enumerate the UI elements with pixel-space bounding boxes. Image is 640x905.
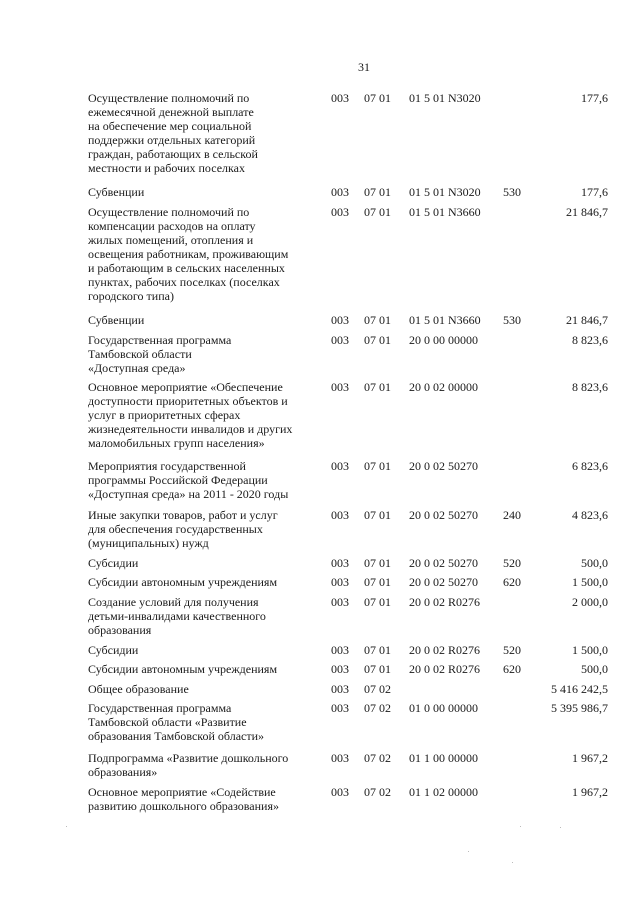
page-number: 31 — [358, 60, 370, 74]
row-admin-code: 003 — [331, 682, 349, 696]
row-section-code: 07 01 — [364, 459, 391, 473]
row-description: Государственная программа Тамбовской области «Развитие образования Тамбовской области» — [88, 701, 265, 743]
row-target-code: 20 0 02 R0276 — [409, 662, 481, 676]
row-expense-type: 620 — [503, 575, 521, 589]
row-description: Основное мероприятие «Обеспечение доступности приоритетных объектов и услуг в приоритетных сферах жизнедеятельности инвалидов и других маломобильных групп населения» — [88, 380, 293, 450]
row-description: Субвенции — [88, 313, 145, 327]
row-amount: 5 395 986,7 — [551, 701, 608, 715]
row-section-code: 07 02 — [364, 785, 391, 799]
row-admin-code: 003 — [331, 556, 349, 570]
row-admin-code: 003 — [331, 333, 349, 347]
row-admin-code: 003 — [331, 643, 349, 657]
row-description: Субсидии автономным учреждениям — [88, 575, 278, 589]
row-description: Основное мероприятие «Содействие развитию дошкольного образования» — [88, 785, 279, 813]
row-expense-type: 530 — [503, 313, 521, 327]
row-section-code: 07 01 — [364, 91, 391, 105]
row-description: Субсидии автономным учреждениям — [88, 662, 278, 676]
row-admin-code: 003 — [331, 205, 349, 219]
row-target-code: 01 1 00 00000 — [409, 751, 478, 765]
row-amount: 21 846,7 — [566, 313, 608, 327]
row-amount: 1 500,0 — [572, 575, 608, 589]
row-expense-type: 520 — [503, 556, 521, 570]
row-target-code: 01 5 01 N3020 — [409, 185, 481, 199]
row-amount: 6 823,6 — [572, 459, 608, 473]
row-section-code: 07 01 — [364, 313, 391, 327]
row-admin-code: 003 — [331, 701, 349, 715]
row-target-code: 20 0 02 50270 — [409, 459, 478, 473]
row-target-code: 20 0 00 00000 — [409, 333, 478, 347]
scan-speck — [512, 862, 513, 863]
row-section-code: 07 01 — [364, 205, 391, 219]
row-section-code: 07 02 — [364, 701, 391, 715]
scan-speck — [560, 827, 561, 828]
row-amount: 1 967,2 — [572, 785, 608, 799]
row-amount: 4 823,6 — [572, 508, 608, 522]
row-admin-code: 003 — [331, 751, 349, 765]
row-admin-code: 003 — [331, 595, 349, 609]
row-description: Мероприятия государственной программы Российской Федерации «Доступная среда» на 2011 - 2020 годы — [88, 459, 289, 501]
row-amount: 1 500,0 — [572, 643, 608, 657]
row-amount: 500,0 — [581, 556, 608, 570]
row-amount: 177,6 — [581, 185, 608, 199]
row-admin-code: 003 — [331, 185, 349, 199]
row-section-code: 07 01 — [364, 556, 391, 570]
scan-speck — [66, 826, 67, 827]
row-description: Общее образование — [88, 682, 189, 696]
row-section-code: 07 02 — [364, 682, 391, 696]
row-amount: 8 823,6 — [572, 380, 608, 394]
row-target-code: 01 1 02 00000 — [409, 785, 478, 799]
row-expense-type: 620 — [503, 662, 521, 676]
scan-speck — [520, 826, 521, 827]
row-admin-code: 003 — [331, 313, 349, 327]
row-admin-code: 003 — [331, 91, 349, 105]
row-expense-type: 240 — [503, 508, 521, 522]
row-admin-code: 003 — [331, 662, 349, 676]
row-section-code: 07 02 — [364, 751, 391, 765]
row-description: Подпрограмма «Развитие дошкольного образования» — [88, 751, 289, 779]
row-amount: 177,6 — [581, 91, 608, 105]
row-section-code: 07 01 — [364, 643, 391, 657]
row-description: Субсидии — [88, 556, 139, 570]
row-amount: 1 967,2 — [572, 751, 608, 765]
row-amount: 5 416 242,5 — [551, 682, 608, 696]
row-amount: 2 000,0 — [572, 595, 608, 609]
row-amount: 500,0 — [581, 662, 608, 676]
row-expense-type: 530 — [503, 185, 521, 199]
row-description: Осуществление полномочий по ежемесячной денежной выплате на обеспечение мер социальной поддержки отдельных категорий граждан, работающих в сельской местности и рабочих поселках — [88, 91, 258, 175]
row-amount: 8 823,6 — [572, 333, 608, 347]
row-admin-code: 003 — [331, 459, 349, 473]
row-section-code: 07 01 — [364, 508, 391, 522]
row-description: Государственная программа Тамбовской области «Доступная среда» — [88, 333, 232, 375]
row-section-code: 07 01 — [364, 185, 391, 199]
row-target-code: 01 0 00 00000 — [409, 701, 478, 715]
row-description: Иные закупки товаров, работ и услуг для обеспечения государственных (муниципальных) нужд — [88, 508, 278, 550]
row-target-code: 01 5 01 N3660 — [409, 205, 481, 219]
scan-speck — [468, 851, 469, 852]
row-target-code: 20 0 02 50270 — [409, 508, 478, 522]
row-section-code: 07 01 — [364, 380, 391, 394]
row-target-code: 20 0 02 R0276 — [409, 643, 481, 657]
row-target-code: 20 0 02 00000 — [409, 380, 478, 394]
row-section-code: 07 01 — [364, 333, 391, 347]
row-target-code: 20 0 02 R0276 — [409, 595, 481, 609]
row-target-code: 20 0 02 50270 — [409, 575, 478, 589]
row-admin-code: 003 — [331, 380, 349, 394]
row-description: Субвенции — [88, 185, 145, 199]
row-description: Осуществление полномочий по компенсации расходов на оплату жилых помещений, отопления и освещения работникам, проживающим и работающим в сельских населенных пунктах, рабочих поселках (поселках городского типа) — [88, 205, 289, 303]
row-admin-code: 003 — [331, 575, 349, 589]
row-target-code: 01 5 01 N3020 — [409, 91, 481, 105]
row-section-code: 07 01 — [364, 662, 391, 676]
row-section-code: 07 01 — [364, 575, 391, 589]
row-target-code: 20 0 02 50270 — [409, 556, 478, 570]
row-target-code: 01 5 01 N3660 — [409, 313, 481, 327]
row-expense-type: 520 — [503, 643, 521, 657]
row-description: Субсидии — [88, 643, 139, 657]
row-admin-code: 003 — [331, 785, 349, 799]
row-section-code: 07 01 — [364, 595, 391, 609]
row-admin-code: 003 — [331, 508, 349, 522]
row-amount: 21 846,7 — [566, 205, 608, 219]
row-description: Создание условий для получения детьми-инвалидами качественного образования — [88, 595, 266, 637]
